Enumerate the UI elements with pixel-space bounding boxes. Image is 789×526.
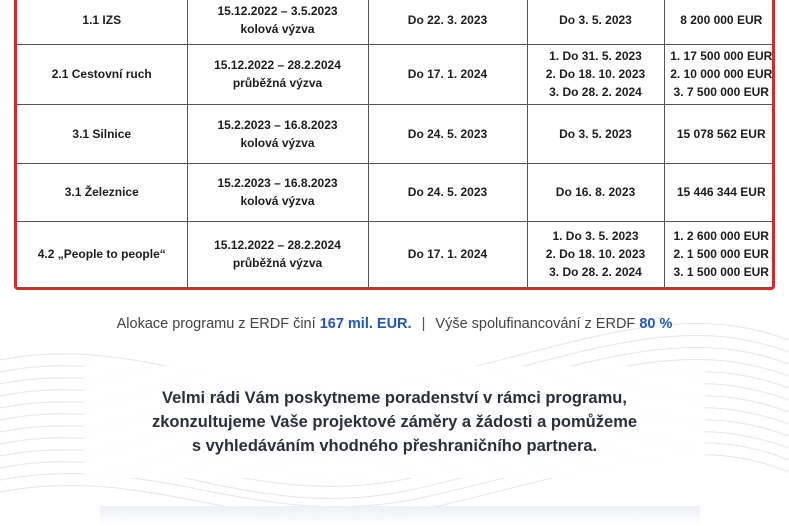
deadline-cell: 1. Do 3. 5. 2023 2. Do 18. 10. 2023 3. Do 28. 2. 2024 (527, 221, 664, 287)
period-cell: 15.2.2023 – 16.8.2023 kolová výzva (187, 163, 368, 221)
submission-cell: Do 24. 5. 2023 (368, 163, 527, 221)
deadline-cell: Do 16. 8. 2023 (527, 163, 664, 221)
priority-cell: 3.1 Silnice (17, 104, 187, 163)
consulting-offer (84, 366, 705, 478)
allocation-cell: 15 446 344 EUR (664, 163, 775, 221)
allocation-amount: 167 mil. EUR. (319, 316, 412, 332)
table-row (17, 221, 775, 287)
calls-table (17, 0, 775, 287)
priority-cell: 3.1 Železnice (17, 163, 187, 221)
priority-cell: 2.1 Cestovní ruch (17, 44, 187, 104)
bottom-band (100, 506, 700, 526)
allocation-cell: 1. 2 600 000 EUR 2. 1 500 000 EUR 3. 1 500 000 EUR (664, 221, 775, 287)
allocation-prefix: Alokace programu z ERDF činí (116, 316, 316, 332)
cofinance-label: Výše spolufinancování z ERDF (435, 316, 636, 332)
table-row (17, 44, 775, 104)
cofinance-value: 80 % (639, 316, 673, 332)
submission-cell: Do 24. 5. 2023 (368, 104, 527, 163)
allocation-separator: | (421, 316, 426, 332)
period-cell: 15.12.2022 – 28.2.2024 průběžná výzva (187, 221, 368, 287)
offer-line: Velmi rádi Vám poskytneme poradenství v rámci programu, (162, 389, 627, 407)
deadline-cell: Do 3. 5. 2023 (527, 0, 664, 44)
offer-line: s vyhledáváním vhodného přeshraničního partnera. (191, 437, 598, 455)
priority-cell: 1.1 IZS (17, 0, 187, 44)
allocation-cell: 8 200 000 EUR (664, 0, 775, 44)
table-row (17, 163, 775, 221)
allocation-summary (0, 316, 789, 332)
allocation-cell: 15 078 562 EUR (664, 104, 775, 163)
submission-cell: Do 22. 3. 2023 (368, 0, 527, 44)
submission-cell: Do 17. 1. 2024 (368, 44, 527, 104)
period-cell: 15.2.2023 – 16.8.2023 kolová výzva (187, 104, 368, 163)
calls-table-frame (14, 0, 775, 290)
priority-cell: 4.2 „People to people“ (17, 221, 187, 287)
period-cell: 15.12.2022 – 3.5.2023 kolová výzva (187, 0, 368, 44)
table-row (17, 104, 775, 163)
deadline-cell: Do 3. 5. 2023 (527, 104, 664, 163)
period-cell: 15.12.2022 – 28.2.2024 průběžná výzva (187, 44, 368, 104)
offer-line: zkonzultujeme Vaše projektové záměry a žádosti a pomůžeme (151, 413, 638, 431)
deadline-cell: 1. Do 31. 5. 2023 2. Do 18. 10. 2023 3. Do 28. 2. 2024 (527, 44, 664, 104)
allocation-cell: 1. 17 500 000 EUR 2. 10 000 000 EUR 3. 7 500 000 EUR (664, 44, 775, 104)
submission-cell: Do 17. 1. 2024 (368, 221, 527, 287)
table-row (17, 0, 775, 44)
